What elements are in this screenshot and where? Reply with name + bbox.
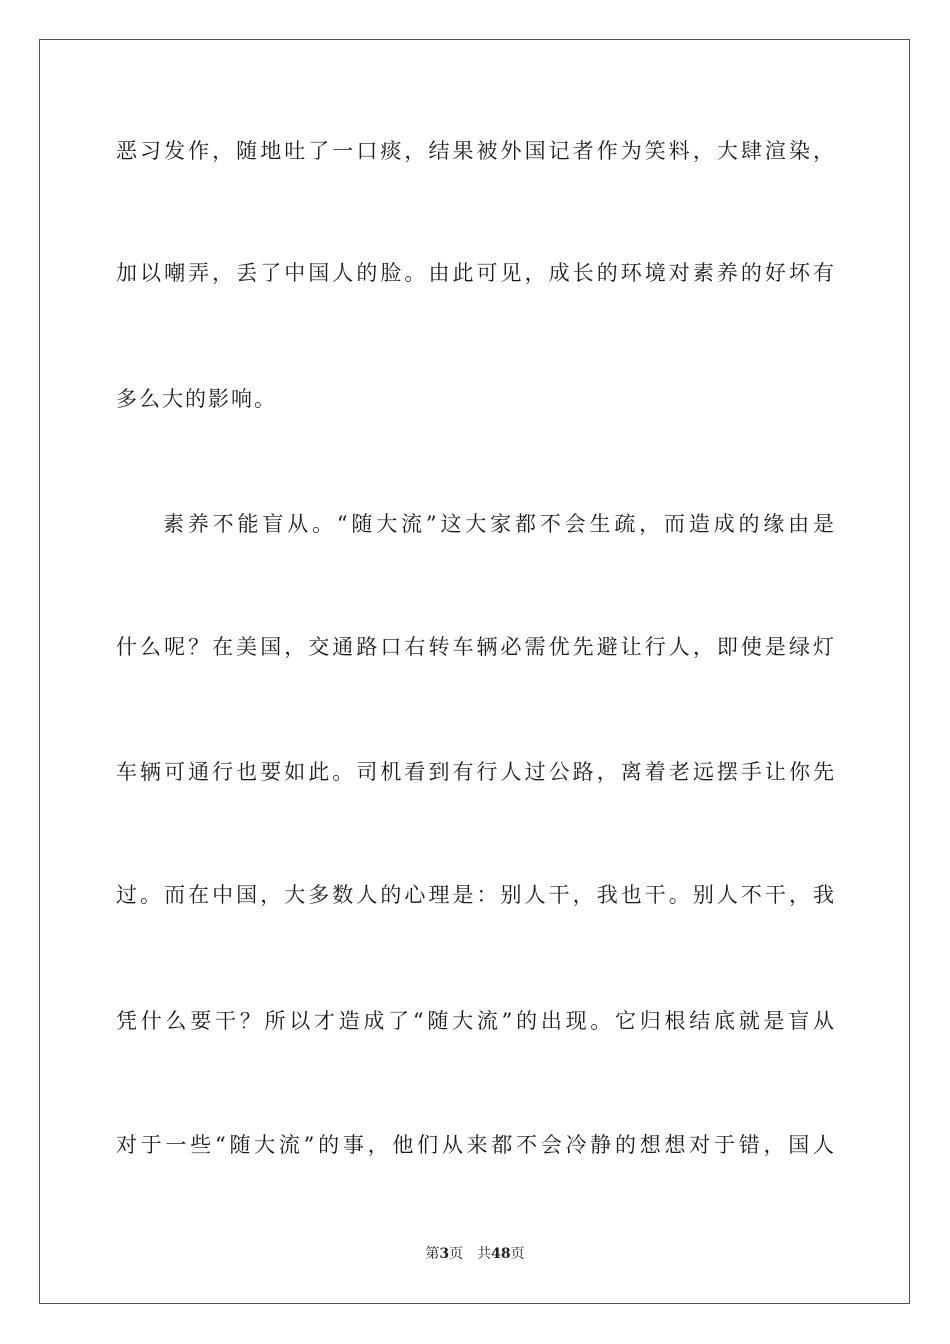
paragraph-line-8: 凭什么要干？所以才造成了“随大流”的出现。它归根结底就是盲从	[116, 1009, 836, 1033]
total-prefix: 共	[477, 1246, 492, 1262]
page-prefix: 第	[425, 1246, 440, 1262]
paragraph-line-3: 多么大的影响。	[116, 387, 277, 411]
paragraph-line-6: 车辆可通行也要如此。司机看到有行人过公路，离着老远摆手让你先	[116, 760, 836, 784]
paragraph-line-7: 过。而在中国，大多数人的心理是：别人干，我也干。别人不干，我	[116, 883, 836, 907]
paragraph-line-5: 什么呢？在美国，交通路口右转车辆必需优先避让行人，即使是绿灯	[116, 635, 836, 659]
total-suffix: 页	[510, 1246, 525, 1262]
paragraph-line-9: 对于一些“随大流”的事，他们从来都不会冷静的想想对于错，国人	[116, 1133, 836, 1157]
paragraph-line-2: 加以嘲弄，丢了中国人的脸。由此可见，成长的环境对素养的好坏有	[116, 261, 836, 285]
page-border	[39, 39, 910, 1304]
paragraph-line-4: 素养不能盲从。“随大流”这大家都不会生疏，而造成的缘由是	[163, 512, 836, 536]
page-suffix: 页	[449, 1246, 464, 1262]
current-page-number: 3	[439, 1246, 450, 1262]
paragraph-line-1: 恶习发作，随地吐了一口痰，结果被外国记者作为笑料，大肆渲染，	[116, 139, 836, 163]
page-footer	[0, 1244, 950, 1264]
total-page-number: 48	[491, 1246, 511, 1262]
